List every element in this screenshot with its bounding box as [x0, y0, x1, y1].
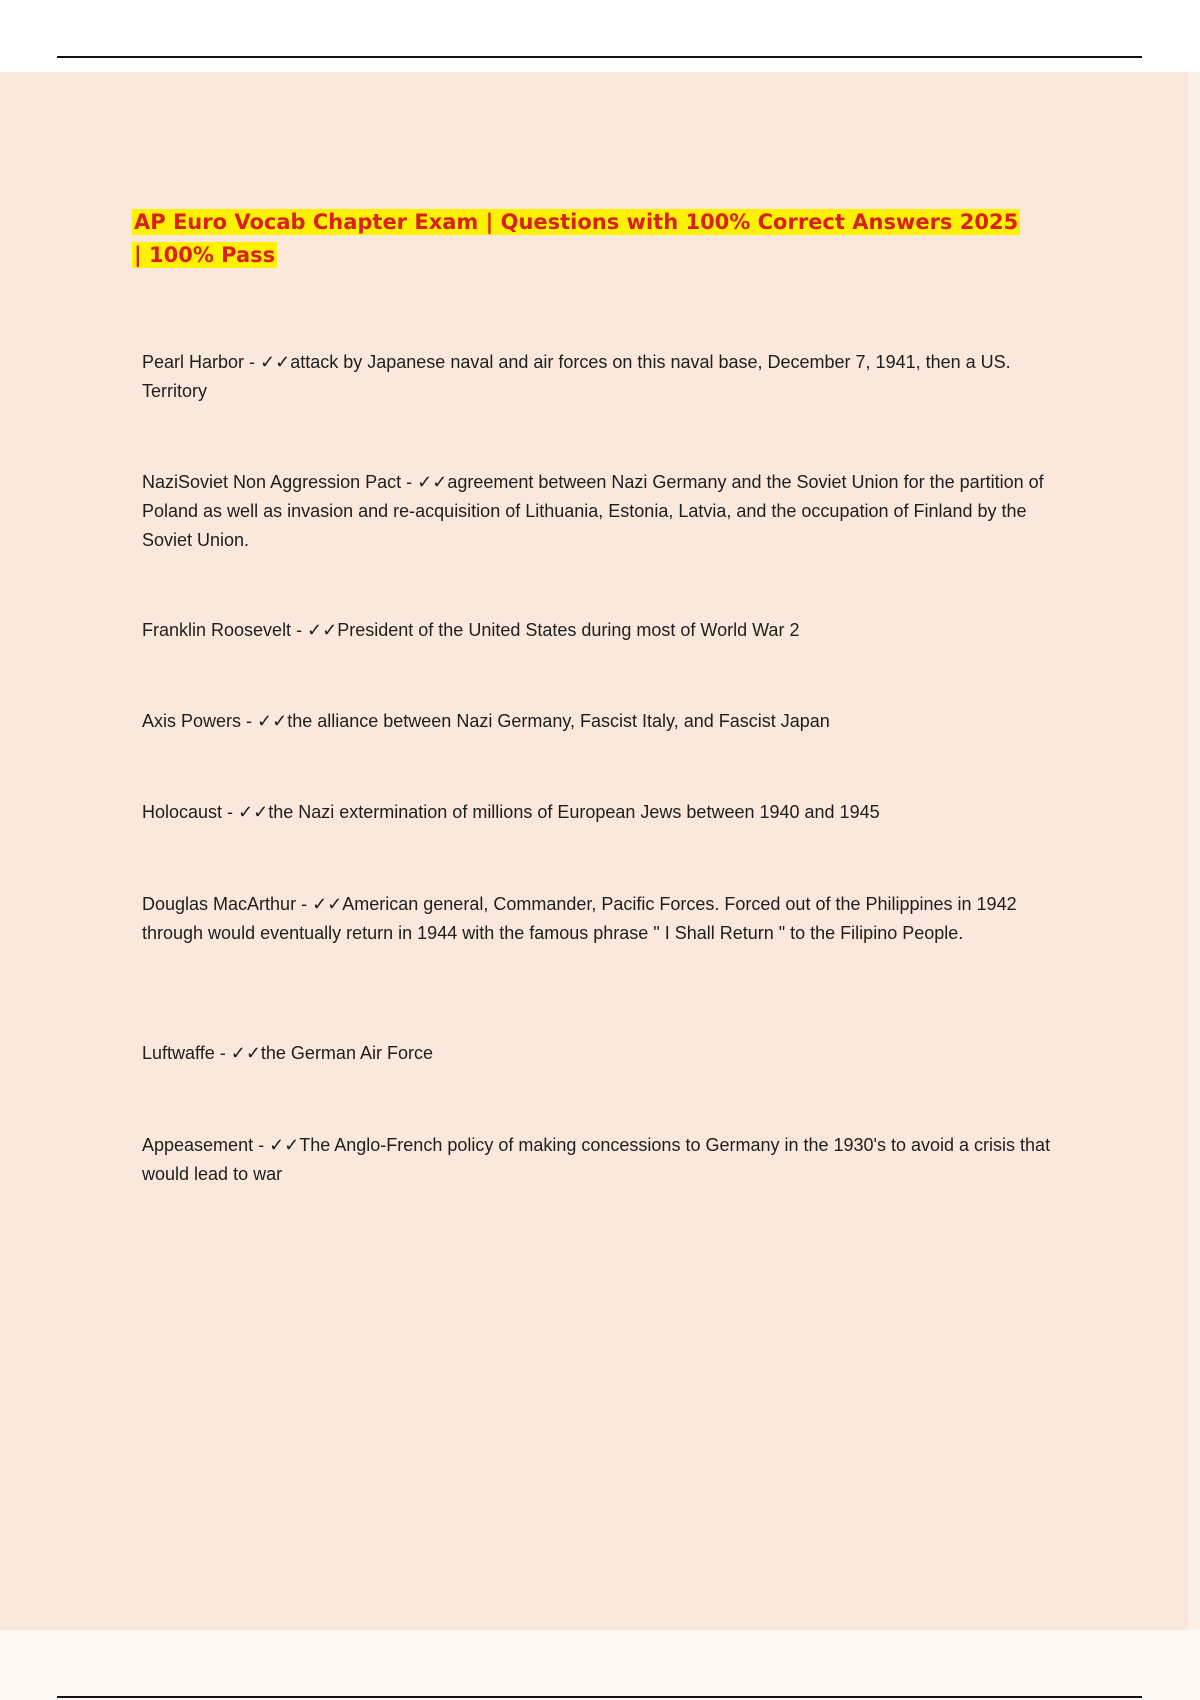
document-title-text: AP Euro Vocab Chapter Exam | Questions with 100% Correct Answers 2025 | 100% Pass — [134, 210, 1019, 267]
check-separator: - ✓✓ — [222, 802, 269, 822]
vocab-entry — [142, 707, 1072, 736]
page-footer-area — [0, 1630, 1200, 1700]
vocab-term: Pearl Harbor — [142, 352, 245, 372]
document-title — [132, 206, 1032, 272]
top-rule — [57, 56, 1142, 58]
vocab-definition: agreement between Nazi Germany and the Soviet Union for the partition of Poland as well as invasion and re-acquisition of Lithuania, Estonia, Latvia, and the occupation of Finland by the Soviet Union. — [142, 472, 1044, 550]
check-separator: - ✓✓ — [241, 711, 288, 731]
vocab-term: Axis Powers — [142, 711, 242, 731]
vocab-definition: American general, Commander, Pacific Forces. Forced out of the Philippines in 1942 through would eventually return in 1944 with the famous phrase " I Shall Return " to the Filipino People. — [142, 894, 1017, 943]
vocab-entry — [142, 890, 1072, 948]
vocab-term: Appeasement — [142, 1135, 254, 1155]
vocab-definition: the German Air Force — [260, 1043, 433, 1063]
check-separator: - ✓✓ — [244, 352, 291, 372]
check-separator: - ✓✓ — [296, 894, 343, 914]
page-edge — [1188, 72, 1200, 1630]
vocab-term: NaziSoviet Non Aggression Pact — [142, 472, 402, 492]
vocab-definition: The Anglo-French policy of making concessions to Germany in the 1930's to avoid a crisis that would lead to war — [142, 1135, 1051, 1184]
bottom-rule — [57, 1696, 1142, 1698]
document-page — [0, 72, 1200, 1630]
vocab-entry — [142, 348, 1072, 406]
check-separator: - ✓✓ — [401, 472, 448, 492]
vocab-term: Holocaust — [142, 802, 223, 822]
check-separator: - ✓✓ — [214, 1043, 261, 1063]
check-separator: - ✓✓ — [253, 1135, 300, 1155]
vocab-term: Franklin Roosevelt — [142, 620, 292, 640]
vocab-entry — [142, 1039, 1072, 1068]
vocab-term: Luftwaffe — [142, 1043, 215, 1063]
vocab-entry — [142, 468, 1072, 555]
vocab-definition: the alliance between Nazi Germany, Fascist Italy, and Fascist Japan — [287, 711, 830, 731]
vocab-definition: President of the United States during most of World War 2 — [337, 620, 800, 640]
vocab-entry — [142, 798, 1072, 827]
check-separator: - ✓✓ — [291, 620, 338, 640]
vocab-entry — [142, 1131, 1072, 1189]
vocab-term: Douglas MacArthur — [142, 894, 297, 914]
vocab-definition: attack by Japanese naval and air forces on this naval base, December 7, 1941, then a US. Territory — [142, 352, 1011, 401]
vocab-definition: the Nazi extermination of millions of European Jews between 1940 and 1945 — [268, 802, 880, 822]
vocab-entry — [142, 616, 1072, 645]
